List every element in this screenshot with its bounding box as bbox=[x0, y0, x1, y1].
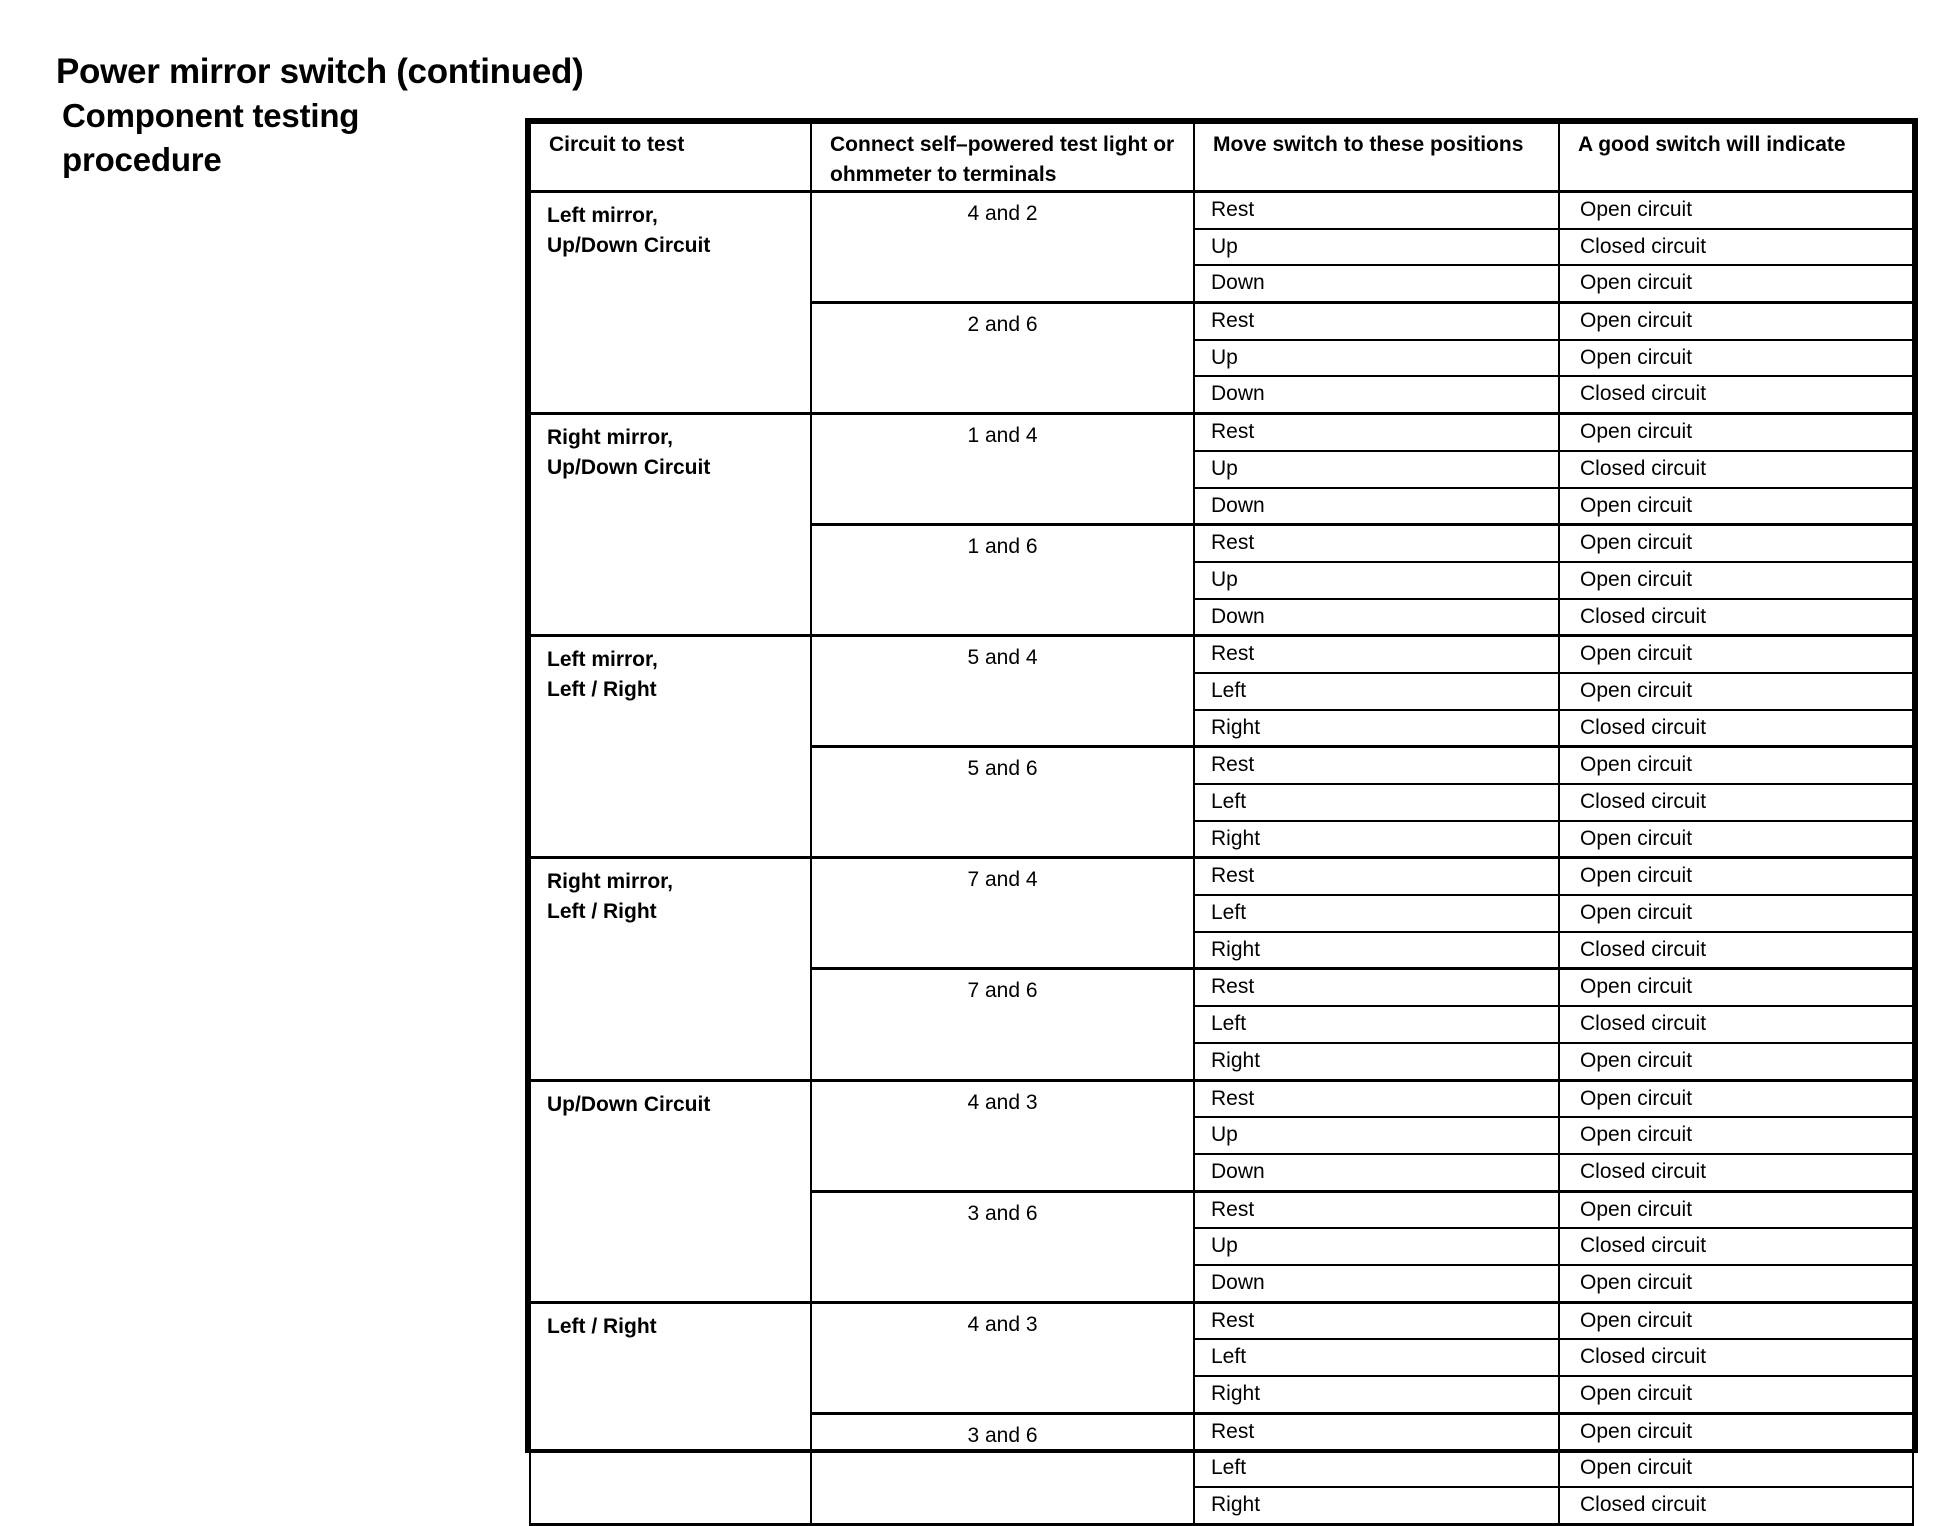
circuit-to-test-cell bbox=[530, 858, 811, 1080]
circuit-to-test-cell bbox=[530, 636, 811, 858]
indication-cell: Open circuit bbox=[1559, 821, 1913, 858]
indication-cell: Open circuit bbox=[1559, 1117, 1913, 1154]
circuit-to-test-cell bbox=[530, 414, 811, 636]
table-row bbox=[530, 858, 1913, 895]
table-header-row bbox=[530, 123, 1913, 192]
indication-cell: Open circuit bbox=[1559, 858, 1913, 895]
switch-position-cell: Rest bbox=[1194, 192, 1559, 229]
terminals-cell: 7 and 6 bbox=[811, 969, 1194, 1080]
switch-position-cell: Down bbox=[1194, 265, 1559, 302]
indication-cell: Open circuit bbox=[1559, 1376, 1913, 1413]
indication-cell: Open circuit bbox=[1559, 1450, 1913, 1487]
circuit-label-line: Right mirror, bbox=[547, 426, 674, 450]
switch-position-cell: Left bbox=[1194, 1339, 1559, 1376]
header-circuit-to-test: Circuit to test bbox=[530, 123, 811, 192]
indication-cell: Open circuit bbox=[1559, 747, 1913, 784]
header-good-switch-indication: A good switch will indicate bbox=[1559, 123, 1913, 192]
circuit-label-line: Left mirror, bbox=[547, 204, 658, 227]
indication-cell: Closed circuit bbox=[1559, 229, 1913, 266]
indication-cell: Closed circuit bbox=[1559, 710, 1913, 747]
indication-cell: Open circuit bbox=[1559, 969, 1913, 1006]
terminals-cell: 5 and 6 bbox=[811, 747, 1194, 858]
terminals-cell: 3 and 6 bbox=[811, 1413, 1194, 1524]
switch-position-cell: Left bbox=[1194, 784, 1559, 821]
circuit-to-test-cell bbox=[530, 192, 811, 414]
switch-position-cell: Down bbox=[1194, 1154, 1559, 1191]
switch-position-cell: Left bbox=[1194, 1450, 1559, 1487]
switch-position-cell: Up bbox=[1194, 340, 1559, 377]
indication-cell: Open circuit bbox=[1559, 1302, 1913, 1339]
indication-cell: Closed circuit bbox=[1559, 1154, 1913, 1191]
switch-position-cell: Right bbox=[1194, 710, 1559, 747]
circuit-to-test-cell bbox=[530, 1080, 811, 1302]
indication-cell: Closed circuit bbox=[1559, 376, 1913, 413]
switch-position-cell: Up bbox=[1194, 1228, 1559, 1265]
terminals-cell: 4 and 3 bbox=[811, 1080, 1194, 1191]
terminals-cell: 1 and 6 bbox=[811, 525, 1194, 636]
table-row bbox=[530, 192, 1913, 229]
page-subtitle-line-1: Component testing bbox=[62, 97, 360, 134]
switch-position-cell: Rest bbox=[1194, 1413, 1559, 1450]
circuit-label-line: Up/Down Circuit bbox=[547, 1092, 711, 1116]
switch-position-cell: Up bbox=[1194, 229, 1559, 266]
table-row bbox=[530, 1302, 1913, 1339]
indication-cell: Open circuit bbox=[1559, 488, 1913, 525]
indication-cell: Open circuit bbox=[1559, 340, 1913, 377]
table-row bbox=[530, 1080, 1913, 1117]
indication-cell: Closed circuit bbox=[1559, 932, 1913, 969]
terminals-cell: 3 and 6 bbox=[811, 1191, 1194, 1302]
circuit-to-test-cell bbox=[530, 1302, 811, 1524]
switch-position-cell: Right bbox=[1194, 1376, 1559, 1413]
circuit-label-line: Up/Down Circuit bbox=[547, 234, 711, 257]
switch-position-cell: Left bbox=[1194, 1006, 1559, 1043]
switch-position-cell: Rest bbox=[1194, 1080, 1559, 1117]
indication-cell: Open circuit bbox=[1559, 1265, 1913, 1302]
switch-position-cell: Rest bbox=[1194, 1302, 1559, 1339]
circuit-label-line: Left mirror, bbox=[547, 648, 658, 672]
page-subtitle-line-2: procedure bbox=[62, 141, 222, 178]
indication-cell: Open circuit bbox=[1559, 265, 1913, 302]
terminals-cell: 7 and 4 bbox=[811, 858, 1194, 969]
terminals-cell: 4 and 2 bbox=[811, 192, 1194, 303]
component-test-table-frame bbox=[525, 118, 1918, 1517]
header-connect-terminals: Connect self–powered test light or ohmmeter to terminals bbox=[811, 123, 1194, 192]
indication-cell: Closed circuit bbox=[1559, 784, 1913, 821]
switch-position-cell: Left bbox=[1194, 673, 1559, 710]
switch-position-cell: Rest bbox=[1194, 636, 1559, 673]
switch-position-cell: Right bbox=[1194, 1043, 1559, 1080]
circuit-label-line: Left / Right bbox=[547, 900, 657, 924]
switch-position-cell: Right bbox=[1194, 932, 1559, 969]
indication-cell: Open circuit bbox=[1559, 192, 1913, 229]
switch-position-cell: Rest bbox=[1194, 525, 1559, 562]
indication-cell: Open circuit bbox=[1559, 1413, 1913, 1450]
switch-position-cell: Left bbox=[1194, 895, 1559, 932]
indication-cell: Open circuit bbox=[1559, 303, 1913, 340]
indication-cell: Open circuit bbox=[1559, 1043, 1913, 1080]
switch-position-cell: Rest bbox=[1194, 747, 1559, 784]
circuit-label-line: Left / Right bbox=[547, 678, 657, 702]
indication-cell: Open circuit bbox=[1559, 525, 1913, 562]
switch-position-cell: Right bbox=[1194, 1487, 1559, 1524]
switch-position-cell: Rest bbox=[1194, 1191, 1559, 1228]
switch-position-cell: Up bbox=[1194, 451, 1559, 488]
indication-cell: Open circuit bbox=[1559, 1191, 1913, 1228]
switch-position-cell: Right bbox=[1194, 821, 1559, 858]
indication-cell: Open circuit bbox=[1559, 895, 1913, 932]
switch-position-cell: Rest bbox=[1194, 969, 1559, 1006]
switch-position-cell: Rest bbox=[1194, 414, 1559, 451]
switch-position-cell: Rest bbox=[1194, 858, 1559, 895]
switch-position-cell: Down bbox=[1194, 376, 1559, 413]
page-title-block bbox=[56, 50, 583, 182]
terminals-cell: 1 and 4 bbox=[811, 414, 1194, 525]
indication-cell: Open circuit bbox=[1559, 673, 1913, 710]
table-row bbox=[530, 414, 1913, 451]
circuit-label-line: Up/Down Circuit bbox=[547, 456, 711, 480]
circuit-label-line: Right mirror, bbox=[547, 870, 674, 894]
indication-cell: Closed circuit bbox=[1559, 1339, 1913, 1376]
terminals-cell: 2 and 6 bbox=[811, 303, 1194, 414]
switch-position-cell: Down bbox=[1194, 488, 1559, 525]
switch-position-cell: Down bbox=[1194, 599, 1559, 636]
indication-cell: Open circuit bbox=[1559, 636, 1913, 673]
indication-cell: Open circuit bbox=[1559, 562, 1913, 599]
indication-cell: Closed circuit bbox=[1559, 1228, 1913, 1265]
table-row bbox=[530, 636, 1913, 673]
indication-cell: Closed circuit bbox=[1559, 599, 1913, 636]
page-title: Power mirror switch (continued) bbox=[56, 52, 584, 91]
table-body bbox=[530, 192, 1913, 1525]
indication-cell: Open circuit bbox=[1559, 414, 1913, 451]
component-test-table bbox=[529, 122, 1914, 1526]
indication-cell: Closed circuit bbox=[1559, 1006, 1913, 1043]
terminals-cell: 4 and 3 bbox=[811, 1302, 1194, 1413]
circuit-label-line: Left / Right bbox=[547, 1314, 657, 1338]
switch-position-cell: Rest bbox=[1194, 303, 1559, 340]
indication-cell: Closed circuit bbox=[1559, 1487, 1913, 1524]
switch-position-cell: Down bbox=[1194, 1265, 1559, 1302]
header-switch-positions: Move switch to these positions bbox=[1194, 123, 1559, 192]
indication-cell: Closed circuit bbox=[1559, 451, 1913, 488]
terminals-cell: 5 and 4 bbox=[811, 636, 1194, 747]
switch-position-cell: Up bbox=[1194, 562, 1559, 599]
switch-position-cell: Up bbox=[1194, 1117, 1559, 1154]
indication-cell: Open circuit bbox=[1559, 1080, 1913, 1117]
